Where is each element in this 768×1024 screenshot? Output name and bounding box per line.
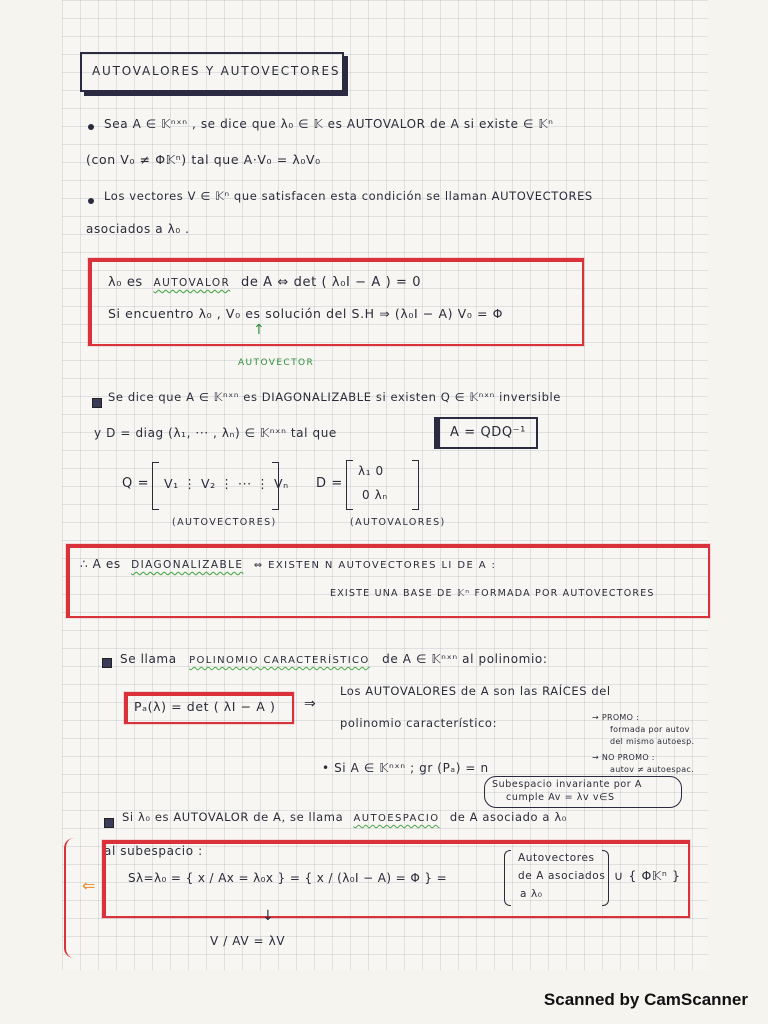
page-title: AUTOVALORES Y AUTOVECTORES (92, 64, 341, 78)
box1-autovalor-word: AUTOVALOR (153, 277, 231, 289)
nopromo-title: → NO PROMO : (592, 753, 655, 762)
box1-l1c: de A ⇔ det ( λ₀I − A ) = 0 (240, 275, 422, 290)
title-box (80, 52, 344, 92)
poly-box (124, 692, 294, 724)
diag-line-1: Se dice que A ∈ 𝕂ⁿˣⁿ es DIAGONALIZABLE si existen Q ∈ 𝕂ⁿˣⁿ inversible (108, 390, 561, 404)
d-right-bracket (412, 460, 419, 510)
autovalor-box (88, 258, 584, 346)
poly-term: POLINOMIO CARACTERÍSTICO (189, 655, 370, 666)
invariant-note-1: Subespacio invariante por A (492, 779, 642, 790)
autoespacio-line-2: al subespacio : (104, 844, 203, 858)
poly-l1c: de A ∈ 𝕂ⁿˣⁿ al polinomio: (382, 652, 548, 666)
poly-l1a: Se llama (120, 652, 177, 666)
definition-line-1: Sea A ∈ 𝕂ⁿˣⁿ , se dice que λ₀ ∈ 𝕂 es AUTOVALOR de A si existe ∈ 𝕂ⁿ (104, 117, 554, 131)
autovector-label: AUTOVECTOR (238, 358, 315, 368)
eigen-note: V / AV = λV (210, 934, 286, 948)
degree-line: • Si A ∈ 𝕂ⁿˣⁿ ; gr (Pₐ) = n (322, 761, 489, 775)
diag-line-2: y D = diag (λ₁, ··· , λₙ) ∈ 𝕂ⁿˣⁿ tal que (94, 426, 337, 440)
d-label: D = (316, 476, 343, 491)
box2-l1c: ⇔ EXISTEN N AUTOVECTORES LI DE A : (253, 560, 497, 571)
bullet-4 (102, 658, 112, 668)
margin-arrow-icon: ⇐ (82, 876, 97, 895)
bullet-3 (92, 398, 102, 408)
set-union-zero: ∪ { Φ𝕂ⁿ } (614, 868, 681, 883)
box2-line1 (80, 557, 496, 571)
box1-l1a: λ₀ es (108, 275, 143, 290)
autoespacio-set: Sλ=λ₀ = { x / Ax = λ₀x } = { x / (λ₀I − A) = Φ } = (128, 871, 448, 885)
definition-line-3: Los vectores V ∈ 𝕂ⁿ que satisfacen esta condición se llaman AUTOVECTORES (104, 189, 593, 203)
set-desc-1: Autovectores (518, 852, 595, 864)
box1-line2: Si encuentro λ₀ , V₀ es solución del S.H ⇒ (λ₀I − A) V₀ = Φ (108, 306, 504, 321)
autoespacio-term: AUTOESPACIO (353, 813, 440, 824)
definition-line-4: asociados a λ₀ . (86, 222, 190, 236)
poly-formula: Pₐ(λ) = det ( λI − A ) (134, 699, 276, 714)
definition-line-2: (con V₀ ≠ Φ𝕂ⁿ) tal que A·V₀ = λ₀V₀ (86, 152, 321, 167)
margin-brace (64, 838, 78, 958)
q-left-bracket (152, 462, 159, 510)
promo-detail-1: formada por autov (610, 725, 690, 734)
auto-l1a: Si λ₀ es AUTOVALOR de A, se llama (122, 810, 344, 824)
d-row-1: λ₁ 0 (358, 464, 384, 478)
box2-diagonalizable-word: DIAGONALIZABLE (131, 559, 244, 571)
diagonalizable-box (66, 544, 710, 618)
q-caption: (AUTOVECTORES) (172, 517, 277, 528)
diag-formula-box (438, 417, 538, 449)
box1-line1 (108, 275, 421, 290)
set-desc-2: de A asociados (518, 870, 606, 882)
box2-l1a: ∴ A es (80, 557, 121, 571)
auto-l1c: de A asociado a λ₀ (449, 810, 567, 824)
d-left-bracket (346, 460, 353, 510)
d-row-2: 0 λₙ (362, 488, 388, 502)
set-desc-3: a λ₀ (520, 888, 543, 900)
bullet-5 (104, 818, 114, 828)
q-right-bracket (272, 462, 279, 510)
poly-implies-icon: ⇒ (304, 696, 317, 712)
promo-title: → PROMO : (592, 713, 640, 722)
poly-result-1: Los AUTOVALORES de A son las RAÍCES del (340, 684, 611, 698)
bullet-2 (88, 198, 94, 204)
poly-line-1 (120, 652, 547, 666)
diag-formula: A = QDQ⁻¹ (450, 425, 526, 440)
poly-result-2: polinomio característico: (340, 716, 498, 730)
set-right-brace (602, 850, 609, 906)
bullet-1 (88, 124, 94, 130)
invariant-note-2: cumple Av = λv v∈S (506, 792, 615, 803)
d-caption: (AUTOVALORES) (350, 517, 446, 528)
scanner-watermark: Scanned by CamScanner (543, 990, 748, 1009)
down-arrow-icon: ↓ (262, 908, 275, 924)
set-left-brace (504, 850, 511, 906)
q-columns: V₁ ⋮ V₂ ⋮ ··· ⋮ Vₙ (164, 476, 289, 491)
autovector-arrow-icon: ↑ (253, 322, 266, 338)
box2-line2: EXISTE UNA BASE DE 𝕂ⁿ FORMADA POR AUTOVECTORES (330, 588, 655, 599)
promo-detail-2: del mismo autoesp. (610, 737, 695, 746)
q-label: Q = (122, 476, 150, 491)
autoespacio-line-1 (122, 810, 567, 824)
nopromo-detail: autov ≠ autoespac. (610, 765, 694, 774)
